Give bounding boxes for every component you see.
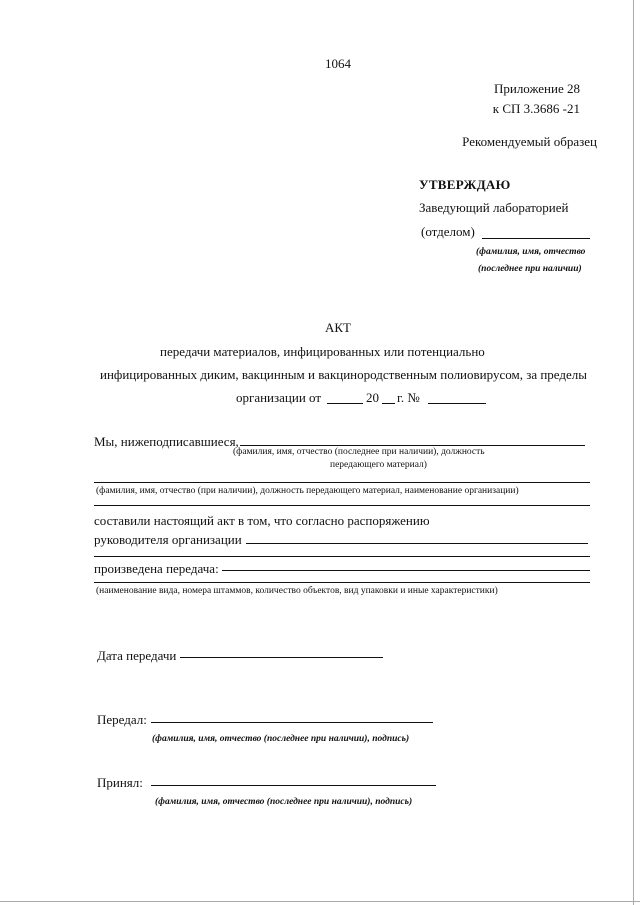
sender-hint-a: (фамилия, имя, отчество (последнее при наличии), должность: [233, 447, 485, 457]
act-year-line: [382, 403, 395, 404]
handed-label: Передал:: [97, 712, 147, 727]
organization-head-line: [246, 543, 588, 544]
page-edge-bottom: [0, 901, 640, 902]
sender-hint-b: передающего материал): [330, 460, 427, 470]
compiled-line1: составили настоящий акт в том, что согласно распоряжению: [94, 513, 430, 528]
act-number-line: [428, 403, 486, 404]
receiver-line: [94, 482, 590, 483]
approval-hint1: (фамилия, имя, отчество: [476, 247, 586, 257]
date-label: Дата передачи: [97, 648, 177, 663]
page-edge-right: [633, 0, 634, 905]
approval-title: УТВЕРЖДАЮ: [419, 177, 511, 192]
undersigned-line: [240, 445, 585, 446]
act-subtitle2: инфицированных диким, вакцинным и вакцинородственным полиовирусом, за пределы: [100, 367, 588, 382]
blank-line-1: [94, 556, 590, 557]
handed-hint: (фамилия, имя, отчество (последнее при наличии), подпись): [152, 734, 410, 744]
act-date-label: организации от: [236, 390, 322, 405]
approval-hint2: (последнее при наличии): [478, 264, 582, 274]
receiver-line-2: [94, 505, 590, 506]
approval-department: (отделом): [421, 224, 475, 239]
compiled-line2: руководителя организации: [94, 532, 242, 547]
act-subtitle1: передачи материалов, инфицированных или потенциально: [160, 344, 485, 359]
received-label: Принял:: [97, 775, 143, 790]
appendix-line1: Приложение 28: [493, 81, 580, 96]
transfer-line-2: [94, 582, 590, 583]
approval-position: Заведующий лабораторией: [419, 200, 569, 215]
transfer-line: [222, 570, 590, 571]
approval-signature-line: [482, 238, 590, 239]
sample-note: Рекомендуемый образец: [462, 134, 597, 149]
appendix-line2: к СП 3.3686 -21: [492, 101, 580, 116]
act-title: АКТ: [325, 320, 351, 335]
receiver-hint: (фамилия, имя, отчество (при наличии), должность передающего материал, наименование организации): [96, 486, 519, 496]
act-number-label: г. №: [397, 390, 420, 405]
handed-line: [151, 722, 433, 723]
page-number: 1064: [325, 56, 351, 71]
undersigned-label: Мы, нижеподписавшиеся,: [94, 434, 239, 449]
act-day-line: [327, 403, 363, 404]
act-year-prefix: 20: [366, 390, 379, 405]
date-line: [180, 657, 383, 658]
received-hint: (фамилия, имя, отчество (последнее при наличии), подпись): [155, 797, 413, 807]
transfer-hint: (наименование вида, номера штаммов, количество объектов, вид упаковки и иные характеристики): [96, 586, 498, 596]
transfer-label: произведена передача:: [94, 561, 219, 576]
received-line: [151, 785, 436, 786]
